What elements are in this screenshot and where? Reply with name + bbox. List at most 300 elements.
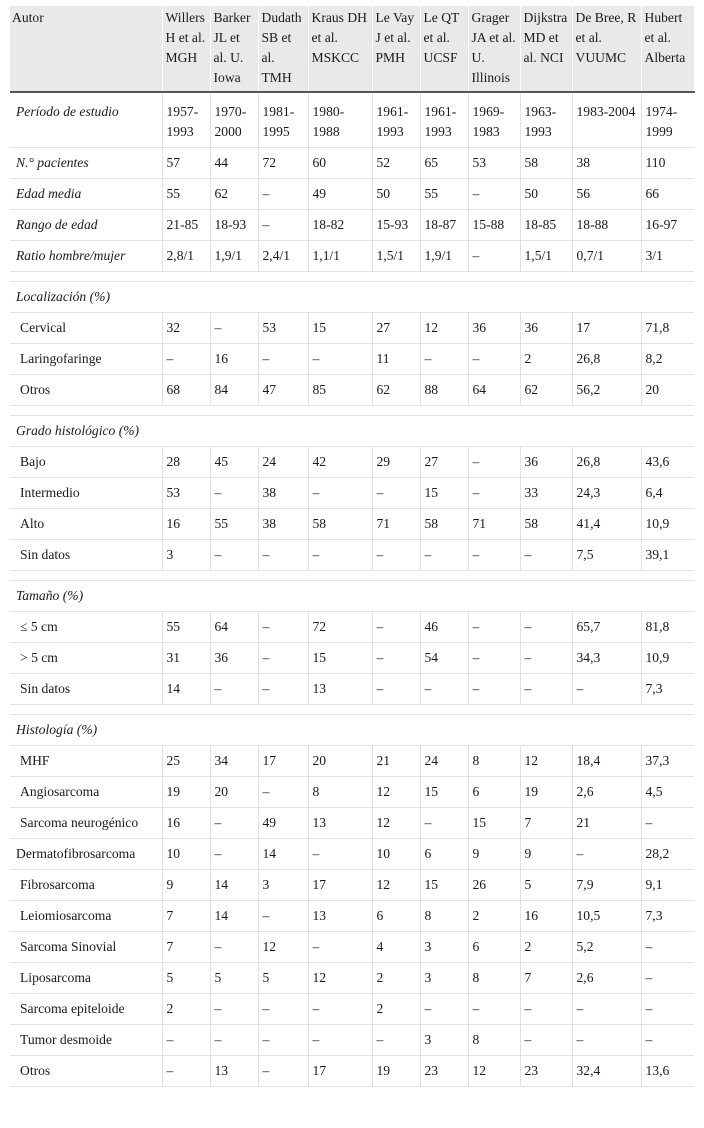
table-cell: 0,7/1 — [572, 241, 641, 272]
table-cell: – — [468, 241, 520, 272]
table-cell: 29 — [372, 447, 420, 478]
table-cell: – — [308, 344, 372, 375]
table-cell: – — [162, 1056, 210, 1087]
table-cell: 12 — [372, 777, 420, 808]
table-cell: 31 — [162, 643, 210, 674]
table-cell: – — [572, 994, 641, 1025]
table-cell: 37,3 — [641, 746, 694, 777]
table-cell: – — [258, 540, 308, 571]
table-cell: 58 — [420, 509, 468, 540]
row-label: Tumor desmoide — [10, 1025, 162, 1056]
row-label: Sarcoma Sinovial — [10, 932, 162, 963]
table-cell: – — [210, 540, 258, 571]
table-row — [10, 777, 694, 808]
header-cell-study: De Bree, R et al. VUUMC — [572, 6, 641, 92]
table-cell: 12 — [520, 746, 572, 777]
table-cell: – — [468, 478, 520, 509]
table-cell: 1963-1993 — [520, 92, 572, 148]
table-cell: 71 — [372, 509, 420, 540]
table-cell: 2 — [162, 994, 210, 1025]
table-cell: 1974-1999 — [641, 92, 694, 148]
table-cell: 9 — [162, 870, 210, 901]
table-cell: 4 — [372, 932, 420, 963]
table-cell: 55 — [420, 179, 468, 210]
table-cell: 55 — [162, 179, 210, 210]
table-cell: 15-93 — [372, 210, 420, 241]
header-cell-study: Hubert et al. Alberta — [641, 6, 694, 92]
table-cell: 88 — [420, 375, 468, 406]
spacer-cell — [10, 406, 694, 416]
table-cell: 1980-1988 — [308, 92, 372, 148]
row-label: Dermatofibrosarcoma — [10, 839, 162, 870]
table-cell: 13 — [308, 674, 372, 705]
header-cell-author: Autor — [10, 6, 162, 92]
section-title: Localización (%) — [10, 282, 694, 313]
table-cell: 3 — [420, 963, 468, 994]
table-cell: 36 — [520, 447, 572, 478]
table-cell: 60 — [308, 148, 372, 179]
table-cell: 44 — [210, 148, 258, 179]
table-cell: – — [258, 994, 308, 1025]
table-cell: 15 — [468, 808, 520, 839]
table-row — [10, 839, 694, 870]
table-cell: 62 — [520, 375, 572, 406]
table-cell: 6 — [420, 839, 468, 870]
table-cell: 15-88 — [468, 210, 520, 241]
table-row — [10, 313, 694, 344]
table-cell: 7 — [162, 901, 210, 932]
table-cell: 27 — [420, 447, 468, 478]
table-cell: – — [372, 643, 420, 674]
table-cell: 1,5/1 — [372, 241, 420, 272]
row-label: Angiosarcoma — [10, 777, 162, 808]
table-cell: 2 — [372, 963, 420, 994]
table-cell: – — [641, 808, 694, 839]
table-cell: 42 — [308, 447, 372, 478]
table-cell: 53 — [258, 313, 308, 344]
row-label: Rango de edad — [10, 210, 162, 241]
table-cell: 17 — [572, 313, 641, 344]
table-cell: 9 — [468, 839, 520, 870]
spacer-row — [10, 571, 694, 581]
table-cell: 9 — [520, 839, 572, 870]
table-cell: 56,2 — [572, 375, 641, 406]
row-label: Ratio hombre/mujer — [10, 241, 162, 272]
table-cell: 8 — [468, 1025, 520, 1056]
table-cell: – — [210, 313, 258, 344]
table-cell: – — [420, 344, 468, 375]
table-cell: 12 — [372, 808, 420, 839]
table-cell: 16-97 — [641, 210, 694, 241]
table-cell: 32,4 — [572, 1056, 641, 1087]
table-cell: 8 — [420, 901, 468, 932]
table-cell: 7,5 — [572, 540, 641, 571]
table-cell: 12 — [372, 870, 420, 901]
table-cell: 15 — [308, 313, 372, 344]
table-cell: 24 — [420, 746, 468, 777]
table-cell: 36 — [468, 313, 520, 344]
table-cell: 5 — [162, 963, 210, 994]
table-cell: – — [210, 674, 258, 705]
table-row — [10, 148, 694, 179]
table-cell: 7 — [520, 808, 572, 839]
table-cell: 12 — [420, 313, 468, 344]
table-cell: 71,8 — [641, 313, 694, 344]
table-cell: 1,9/1 — [210, 241, 258, 272]
table-cell: 21 — [372, 746, 420, 777]
table-cell: 64 — [210, 612, 258, 643]
row-label: ≤ 5 cm — [10, 612, 162, 643]
table-cell: 34 — [210, 746, 258, 777]
table-cell: – — [520, 540, 572, 571]
table-cell: – — [162, 1025, 210, 1056]
table-cell: 2,4/1 — [258, 241, 308, 272]
table-cell: – — [372, 1025, 420, 1056]
table-cell: – — [258, 777, 308, 808]
row-label: Otros — [10, 1056, 162, 1087]
table-cell: 17 — [308, 1056, 372, 1087]
row-label: Otros — [10, 375, 162, 406]
table-cell: 19 — [162, 777, 210, 808]
table-cell: 7 — [520, 963, 572, 994]
table-cell: 7,3 — [641, 901, 694, 932]
table-cell: 6 — [468, 777, 520, 808]
table-cell: 34,3 — [572, 643, 641, 674]
table-cell: – — [641, 963, 694, 994]
spacer-cell — [10, 705, 694, 715]
table-cell: – — [468, 612, 520, 643]
row-label: Intermedio — [10, 478, 162, 509]
sarcoma-series-table — [10, 6, 695, 1087]
table-cell: 10,9 — [641, 509, 694, 540]
table-cell: 46 — [420, 612, 468, 643]
table-cell: – — [258, 1025, 308, 1056]
header-cell-study: Le Vay J et al. PMH — [372, 6, 420, 92]
table-cell: 16 — [520, 901, 572, 932]
table-cell: 6 — [468, 932, 520, 963]
table-row — [10, 901, 694, 932]
table-cell: – — [641, 932, 694, 963]
row-label: Sin datos — [10, 540, 162, 571]
table-cell: 4,5 — [641, 777, 694, 808]
table-cell: 18-88 — [572, 210, 641, 241]
section-header-row — [10, 416, 694, 447]
table-cell: 2 — [468, 901, 520, 932]
table-cell: – — [572, 1025, 641, 1056]
table-cell: 1981-1995 — [258, 92, 308, 148]
table-cell: 3 — [420, 1025, 468, 1056]
table-cell: 3 — [420, 932, 468, 963]
table-cell: – — [210, 808, 258, 839]
table-cell: 10 — [162, 839, 210, 870]
table-cell: 15 — [420, 478, 468, 509]
table-cell: 72 — [308, 612, 372, 643]
row-label: Sarcoma epiteloide — [10, 994, 162, 1025]
table-row — [10, 612, 694, 643]
table-cell: – — [468, 674, 520, 705]
table-cell: – — [258, 179, 308, 210]
table-cell: 58 — [520, 509, 572, 540]
table-cell: – — [468, 643, 520, 674]
table-cell: 2,6 — [572, 963, 641, 994]
table-cell: 26,8 — [572, 344, 641, 375]
table-cell: 65,7 — [572, 612, 641, 643]
table-cell: – — [420, 540, 468, 571]
table-cell: 24,3 — [572, 478, 641, 509]
header-cell-study: Grager JA et al. U. Illinois — [468, 6, 520, 92]
table-cell: 19 — [372, 1056, 420, 1087]
table-cell: 15 — [420, 870, 468, 901]
row-label: Fibrosarcoma — [10, 870, 162, 901]
table-row — [10, 509, 694, 540]
table-cell: – — [372, 540, 420, 571]
table-row — [10, 963, 694, 994]
table-cell: 52 — [372, 148, 420, 179]
table-cell: 18-93 — [210, 210, 258, 241]
table-cell: 58 — [520, 148, 572, 179]
row-label: Edad media — [10, 179, 162, 210]
table-row — [10, 179, 694, 210]
section-header-row — [10, 282, 694, 313]
table-cell: 28,2 — [641, 839, 694, 870]
table-row — [10, 478, 694, 509]
table-row — [10, 643, 694, 674]
table-cell: 21 — [572, 808, 641, 839]
table-cell: – — [420, 674, 468, 705]
table-body — [10, 92, 694, 1087]
table-cell: 26,8 — [572, 447, 641, 478]
table-cell: 10,9 — [641, 643, 694, 674]
header-row — [10, 6, 694, 92]
table-cell: 1970-2000 — [210, 92, 258, 148]
table-cell: 2 — [520, 344, 572, 375]
table-header — [10, 6, 694, 92]
row-label: Alto — [10, 509, 162, 540]
row-label: > 5 cm — [10, 643, 162, 674]
table-cell: 8 — [468, 746, 520, 777]
spacer-row — [10, 705, 694, 715]
table-cell: – — [162, 344, 210, 375]
table-cell: 20 — [308, 746, 372, 777]
table-cell: – — [210, 994, 258, 1025]
table-cell: 21-85 — [162, 210, 210, 241]
table-cell: 14 — [210, 870, 258, 901]
table-cell: 10,5 — [572, 901, 641, 932]
table-cell: – — [372, 478, 420, 509]
table-cell: 55 — [210, 509, 258, 540]
table-cell: 16 — [162, 808, 210, 839]
header-cell-study: Barker JL et al. U. Iowa — [210, 6, 258, 92]
table-cell: 72 — [258, 148, 308, 179]
table-cell: 16 — [210, 344, 258, 375]
table-cell: 27 — [372, 313, 420, 344]
table-cell: 50 — [520, 179, 572, 210]
table-cell: – — [308, 839, 372, 870]
table-cell: 11 — [372, 344, 420, 375]
table-cell: 13 — [308, 808, 372, 839]
table-cell: 64 — [468, 375, 520, 406]
table-cell: – — [520, 674, 572, 705]
table-cell: 13,6 — [641, 1056, 694, 1087]
table-cell: 66 — [641, 179, 694, 210]
table-cell: 68 — [162, 375, 210, 406]
table-cell: 54 — [420, 643, 468, 674]
table-cell: 15 — [420, 777, 468, 808]
table-cell: 20 — [210, 777, 258, 808]
table-cell: – — [308, 994, 372, 1025]
table-cell: 28 — [162, 447, 210, 478]
table-cell: – — [210, 932, 258, 963]
table-cell: 7,3 — [641, 674, 694, 705]
spacer-cell — [10, 272, 694, 282]
table-cell: – — [468, 344, 520, 375]
header-cell-study: Dudath SB et al. TMH — [258, 6, 308, 92]
table-cell: – — [308, 1025, 372, 1056]
row-label: Sarcoma neurogénico — [10, 808, 162, 839]
table-cell: 2,6 — [572, 777, 641, 808]
section-header-row — [10, 715, 694, 746]
header-cell-study: Le QT et al. UCSF — [420, 6, 468, 92]
table-cell: – — [308, 540, 372, 571]
table-cell: 43,6 — [641, 447, 694, 478]
table-cell: 25 — [162, 746, 210, 777]
table-cell: 17 — [258, 746, 308, 777]
table-cell: – — [468, 540, 520, 571]
table-cell: 8 — [468, 963, 520, 994]
header-cell-study: Kraus DH et al. MSKCC — [308, 6, 372, 92]
table-cell: 49 — [308, 179, 372, 210]
table-cell: 32 — [162, 313, 210, 344]
table-cell: 23 — [520, 1056, 572, 1087]
table-cell: – — [258, 643, 308, 674]
table-cell: 10 — [372, 839, 420, 870]
table-cell: 62 — [372, 375, 420, 406]
table-cell: – — [308, 932, 372, 963]
table-cell: 65 — [420, 148, 468, 179]
table-cell: 38 — [572, 148, 641, 179]
table-cell: – — [641, 994, 694, 1025]
table-cell: 8,2 — [641, 344, 694, 375]
table-cell: – — [520, 994, 572, 1025]
row-label: Período de estudio — [10, 92, 162, 148]
table-cell: 36 — [210, 643, 258, 674]
table-cell: 71 — [468, 509, 520, 540]
header-cell-study: Dijkstra MD et al. NCI — [520, 6, 572, 92]
table-cell: 57 — [162, 148, 210, 179]
table-cell: 24 — [258, 447, 308, 478]
row-label: Leiomiosarcoma — [10, 901, 162, 932]
table-cell: – — [572, 839, 641, 870]
table-cell: 13 — [210, 1056, 258, 1087]
table-cell: 12 — [308, 963, 372, 994]
table-cell: 19 — [520, 777, 572, 808]
table-cell: 15 — [308, 643, 372, 674]
table-cell: 18-87 — [420, 210, 468, 241]
table-cell: 8 — [308, 777, 372, 808]
table-row — [10, 344, 694, 375]
row-label: Sin datos — [10, 674, 162, 705]
table-cell: 5 — [210, 963, 258, 994]
table-cell: 14 — [162, 674, 210, 705]
table-row — [10, 746, 694, 777]
section-title: Tamaño (%) — [10, 581, 694, 612]
table-cell: 36 — [520, 313, 572, 344]
table-cell: 39,1 — [641, 540, 694, 571]
table-cell: 2 — [372, 994, 420, 1025]
table-row — [10, 241, 694, 272]
table-cell: 85 — [308, 375, 372, 406]
table-cell: – — [258, 210, 308, 241]
table-cell: 1969-1983 — [468, 92, 520, 148]
table-cell: 41,4 — [572, 509, 641, 540]
table-cell: – — [572, 674, 641, 705]
table-cell: 84 — [210, 375, 258, 406]
table-cell: 12 — [258, 932, 308, 963]
table-cell: – — [372, 674, 420, 705]
table-cell: 50 — [372, 179, 420, 210]
row-label: N.° pacientes — [10, 148, 162, 179]
table-cell: 5 — [520, 870, 572, 901]
table-cell: 1961-1993 — [372, 92, 420, 148]
table-cell: 47 — [258, 375, 308, 406]
table-cell: – — [468, 994, 520, 1025]
table-cell: 6,4 — [641, 478, 694, 509]
table-row — [10, 994, 694, 1025]
table-cell: 17 — [308, 870, 372, 901]
table-cell: – — [641, 1025, 694, 1056]
table-cell: 2 — [520, 932, 572, 963]
spacer-row — [10, 272, 694, 282]
table-cell: 33 — [520, 478, 572, 509]
spacer-row — [10, 406, 694, 416]
table-row — [10, 210, 694, 241]
table-cell: 62 — [210, 179, 258, 210]
table-cell: 18,4 — [572, 746, 641, 777]
table-cell: – — [308, 478, 372, 509]
table-cell: 1957-1993 — [162, 92, 210, 148]
table-cell: – — [210, 1025, 258, 1056]
table-cell: 7 — [162, 932, 210, 963]
table-cell: 18-85 — [520, 210, 572, 241]
table-cell: – — [520, 612, 572, 643]
table-cell: 1983-2004 — [572, 92, 641, 148]
table-cell: – — [258, 612, 308, 643]
table-cell: 49 — [258, 808, 308, 839]
table-cell: – — [258, 344, 308, 375]
table-cell: – — [468, 447, 520, 478]
row-label: Cervical — [10, 313, 162, 344]
table-cell: 1,9/1 — [420, 241, 468, 272]
table-cell: 53 — [162, 478, 210, 509]
table-cell: 20 — [641, 375, 694, 406]
table-cell: 18-82 — [308, 210, 372, 241]
table-cell: 45 — [210, 447, 258, 478]
table-row — [10, 540, 694, 571]
table-cell: 13 — [308, 901, 372, 932]
table-cell: – — [420, 808, 468, 839]
table-cell: – — [520, 643, 572, 674]
table-container — [10, 6, 694, 1087]
section-title: Grado histológico (%) — [10, 416, 694, 447]
table-cell: 3 — [258, 870, 308, 901]
table-cell: 12 — [468, 1056, 520, 1087]
table-cell: – — [372, 612, 420, 643]
table-row — [10, 1025, 694, 1056]
table-cell: 16 — [162, 509, 210, 540]
table-cell: 56 — [572, 179, 641, 210]
table-cell: 1,1/1 — [308, 241, 372, 272]
table-row — [10, 92, 694, 148]
